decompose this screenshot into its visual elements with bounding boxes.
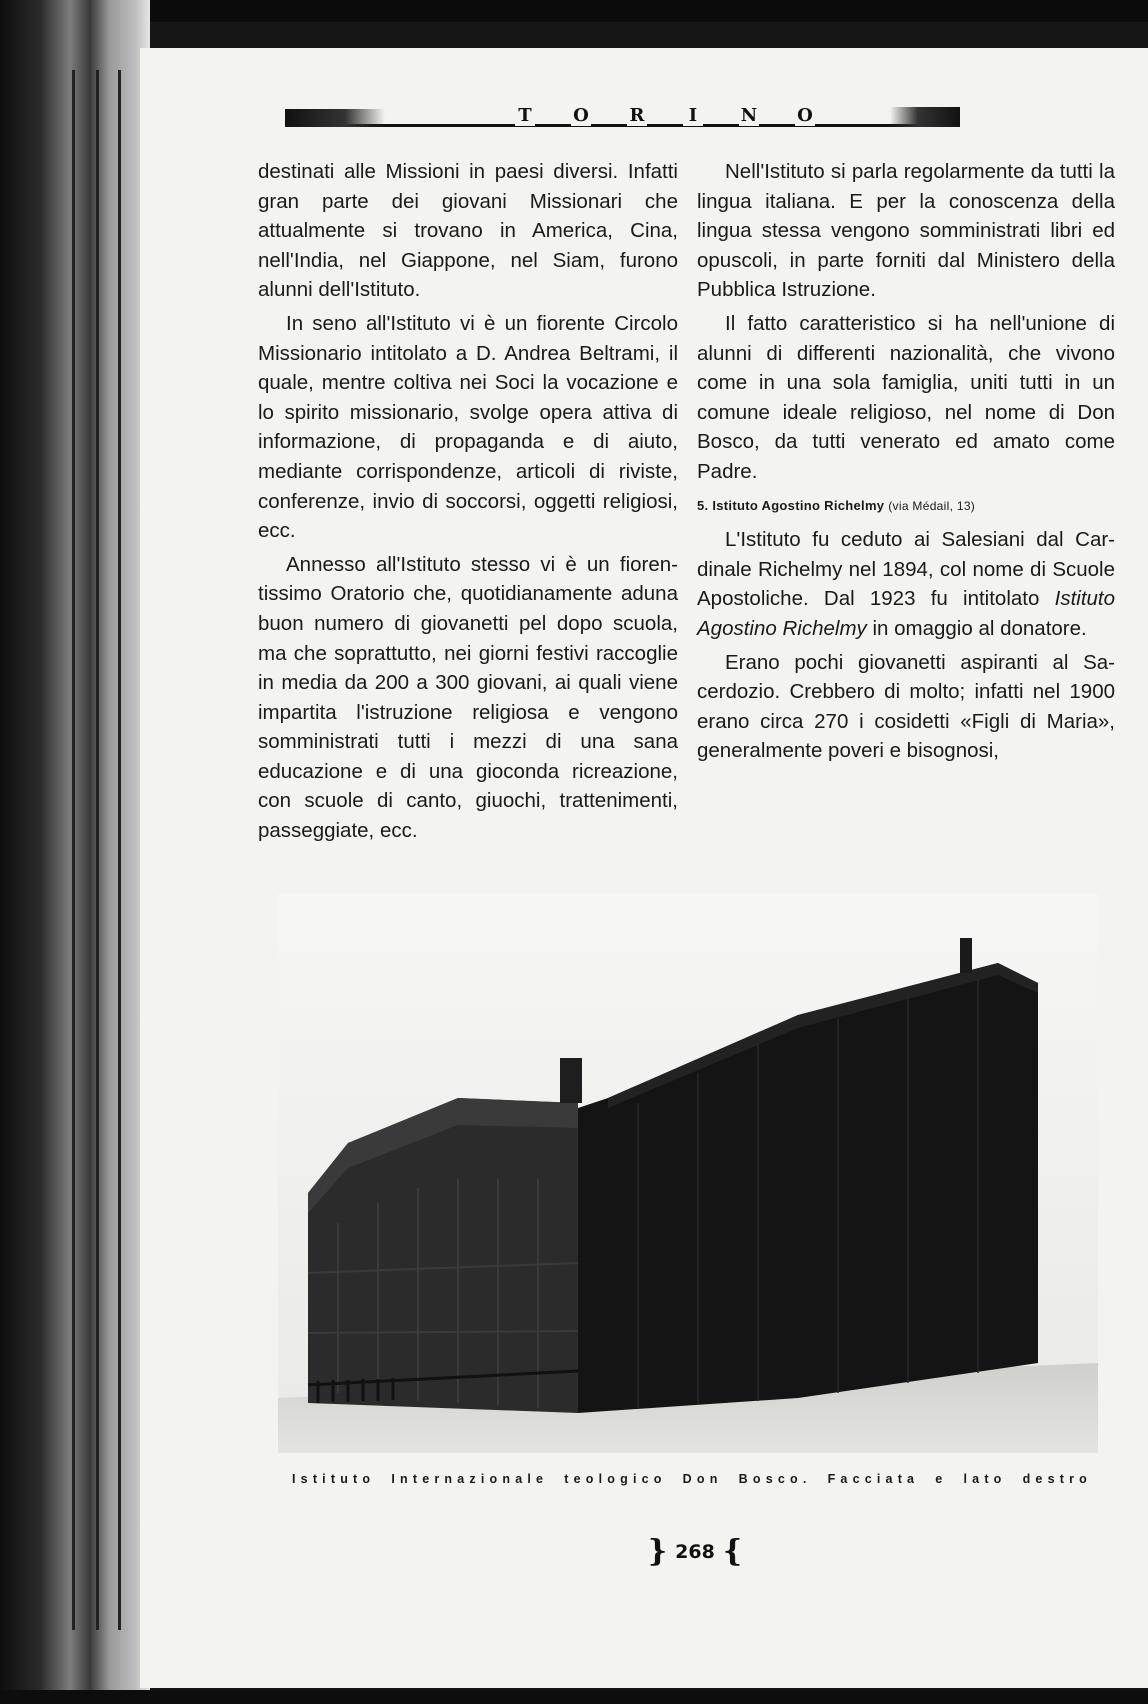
photo-caption [292,1472,1092,1486]
caption-word: Facciata [827,1472,920,1486]
caption-word: teologico [564,1472,667,1486]
running-title-letter: O [571,105,591,126]
edge-line [72,70,75,1630]
caption-word: Internazionale [391,1472,549,1486]
paragraph: Il fatto caratteristico si ha nell'unione di alunni di differenti nazionalità, che vivono come in una sola famiglia, uniti tutti in un comune ideale religioso, nel nome di Don Bosco, da tutti venerato ed amato come Padre. [697,311,1115,483]
page-number [640,1532,750,1572]
caption-word: e [935,1472,948,1486]
caption-word: Don [682,1472,723,1486]
scan-top-edge [0,0,1148,22]
header-ornament-right [890,107,960,127]
page-number-value: 268 [675,1541,715,1563]
ornament-right-icon: { [722,1534,743,1569]
paragraph: Erano pochi giovanetti aspiranti al Sacerdozio. Crebbero di molto; infatti nel 1900 erano circa 270 i cosidetti «Figli di Maria», generalmente poveri e bisognosi, [697,650,1115,763]
right-text-column [697,157,1115,770]
header-ornament-left [285,109,385,127]
running-title-letter: O [795,105,815,126]
left-text-column [258,157,678,850]
book-page-edges [0,0,150,1704]
paragraph: destinati alle Missioni in paesi diversi. Infatti gran parte dei giovani Missionari che attualmente si trovano in America, Cina, nell'India, nel Giappone, nel Siam, furono alunni dell'Istituto. [258,160,678,302]
paragraph-text: in omaggio al donatore. [872,616,1087,640]
running-title-letter: I [683,105,703,126]
institute-name-italic: Istituto Agostino Richelmy [697,587,1116,640]
section-heading [697,491,1115,522]
caption-word: Bosco. [738,1472,812,1486]
section-heading-address: (via Médail, 13) [888,498,976,513]
paragraph [697,525,1115,643]
paragraph: Nell'Istituto si parla regolarmente da tutti la lingua italiana. E per la conoscenza della lingua stessa vengono somministrati libri ed opuscoli, in parte forniti dal Ministero della Pubblica Istruzione. [697,160,1115,302]
building-photograph [278,893,1098,1453]
running-title-letter: T [515,105,535,126]
paragraph: In seno all'Istituto vi è un fiorente Circolo Missionario intitolato a D. Andrea Beltrami, il quale, mentre coltiva nei Soci la vocazione e lo spirito missionario, svolge opera attiva di informazione, di propaganda e di aiuto, mediante corrispondenze, articoli di riviste, conferenze, invio di soccorsi, oggetti religiosi, ecc. [258,311,678,543]
scan-bottom-edge [0,1690,1148,1704]
running-header [285,105,960,129]
running-title-letter: R [627,105,647,126]
paragraph-text: L'Istituto fu ceduto ai Salesiani dal Cardinale Richelmy nel 1894, col nome di Scuole Apostoliche. Dal 1923 fu intitolato [697,528,1115,611]
caption-word: lato [963,1472,1007,1486]
running-title-letter: N [740,105,758,126]
ornament-left-icon: } [647,1534,668,1569]
caption-word: Istituto [292,1472,376,1486]
edge-line [118,70,121,1630]
running-title [515,105,815,126]
paragraph: Annesso all'Istituto stesso vi è un fiorentissimo Oratorio che, quotidianamente aduna buon numero di giovanetti pel dopo scuola, ma che soprattutto, nei giorni festivi raccoglie in media da 200 a 300 giovani, ai quali viene impartita l'istruzione religiosa e vengono somministrati tutti i mezzi di una sana educazione e di una gioconda ricreazione, con scuole di canto, giuochi, trattenimenti, passeggiate, ecc. [258,552,678,843]
edge-line [96,70,99,1630]
section-heading-title: 5. Istituto Agostino Richelmy [697,497,885,513]
caption-word: destro [1022,1472,1092,1486]
